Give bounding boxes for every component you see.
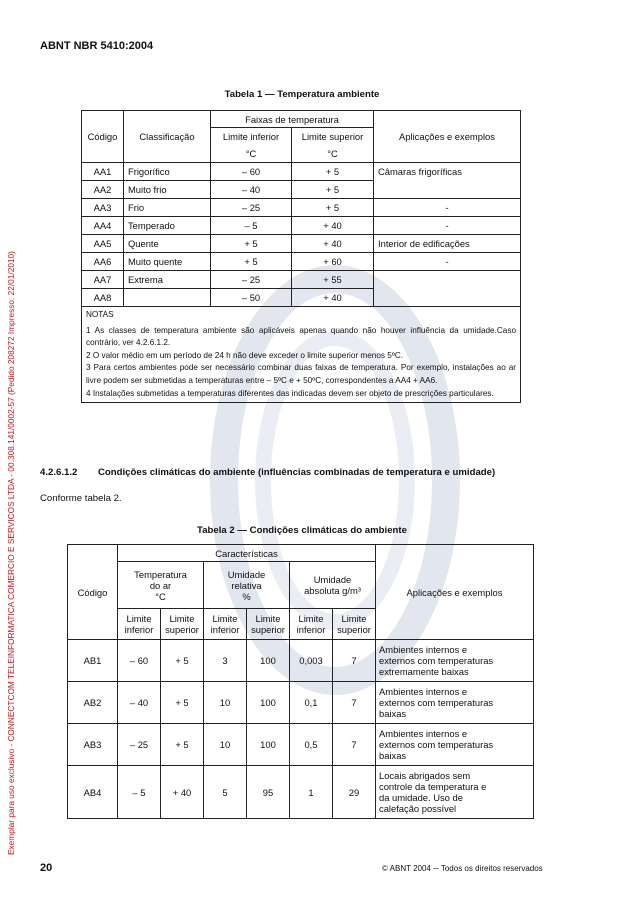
t2-header-limite-superior (161, 609, 204, 640)
t1-cell-codigo: AA4 (82, 217, 124, 235)
table1 (81, 110, 521, 403)
t2-header-limite-inferior (290, 609, 333, 640)
table1-caption: Tabela 1 — Temperatura ambiente (224, 89, 380, 100)
table-row (82, 199, 521, 217)
t1-header-limite-superior: Limite superior (292, 128, 374, 146)
t2-app-line: baixas (379, 708, 407, 719)
t2-cell-codigo: AB4 (68, 766, 118, 819)
t2-cell-ur-sup: 100 (247, 640, 290, 682)
t2-cell-codigo: AB1 (68, 640, 118, 682)
t1-cell-inf: – 40 (211, 181, 292, 199)
table-row (68, 640, 534, 682)
t2-header-umidade-absoluta (290, 562, 376, 609)
t2-cell-ur-inf: 5 (204, 766, 247, 819)
t2-cell-ur-sup: 95 (247, 766, 290, 819)
t1-cell-codigo: AA8 (82, 289, 124, 307)
t2-cell-t-inf: – 5 (118, 766, 161, 819)
table-row (82, 253, 521, 271)
t1-cell-sup: + 5 (292, 199, 374, 217)
t1-cell-codigo: AA2 (82, 181, 124, 199)
t1-cell-sup: + 40 (292, 289, 374, 307)
t1-cell-app: Interior de edificações (374, 235, 521, 253)
t1-cell-codigo: AA1 (82, 163, 124, 181)
t1-cell-codigo: AA7 (82, 271, 124, 289)
t2-cell-ua-sup: 7 (333, 682, 376, 724)
t2-inferior-word: inferior (210, 624, 240, 635)
t1-cell-inf: – 5 (211, 217, 292, 235)
t2-umr-line3: % (242, 590, 251, 602)
t1-cell-inf: + 5 (211, 235, 292, 253)
t1-header-aplicacoes: Aplicações e exemplos (374, 111, 521, 163)
t2-cell-ua-sup: 7 (333, 724, 376, 766)
table-row (82, 271, 521, 289)
t2-app-line: Ambientes internos e (379, 644, 468, 655)
table-row (68, 766, 534, 819)
t2-superior-word: superior (165, 624, 199, 635)
table-row (68, 724, 534, 766)
t1-cell-app: - (374, 217, 521, 235)
t2-inferior-word: inferior (296, 624, 326, 635)
t2-app-line: Ambientes internos e (379, 686, 468, 697)
t2-cell-ua-sup: 7 (333, 640, 376, 682)
t2-cell-ua-inf: 0,5 (290, 724, 333, 766)
t2-header-umidade-relativa (204, 562, 290, 609)
t2-cell-t-sup: + 5 (161, 682, 204, 724)
t1-cell-app-empty (374, 271, 521, 307)
note-4: 4 Instalações submetidas a temperaturas diferentes das indicadas devem ser objeto de prescrições particulares. (86, 388, 494, 398)
t1-cell-inf: – 50 (211, 289, 292, 307)
t1-cell-classificacao: Muito frio (124, 181, 211, 199)
table2 (67, 544, 534, 819)
section-heading (40, 467, 495, 478)
t1-cell-codigo: AA6 (82, 253, 124, 271)
t2-limite-word: Limite (169, 613, 195, 624)
t1-notes (82, 307, 521, 403)
t2-app-line: da umidade. Uso de (379, 792, 463, 803)
t2-superior-word: superior (337, 624, 371, 635)
t2-header-temperatura (118, 562, 204, 609)
t1-cell-codigo: AA5 (82, 235, 124, 253)
t2-cell-t-sup: + 5 (161, 724, 204, 766)
t1-cell-sup: + 55 (292, 271, 374, 289)
t2-cell-ua-inf: 1 (290, 766, 333, 819)
t2-temp-line2: do ar (149, 579, 172, 591)
t2-cell-app (376, 640, 534, 682)
t1-cell-classificacao (124, 289, 211, 307)
t2-cell-codigo: AB2 (68, 682, 118, 724)
t2-cell-t-sup: + 5 (161, 640, 204, 682)
t1-cell-inf: + 5 (211, 253, 292, 271)
t2-app-line: externos com temperaturas (379, 697, 494, 708)
t1-header-unit-inf: °C (211, 145, 292, 163)
t1-cell-app: Câmaras frigoríficas (374, 163, 521, 199)
t2-cell-codigo: AB3 (68, 724, 118, 766)
t2-cell-ua-inf: 0,003 (290, 640, 333, 682)
t2-cell-app (376, 766, 534, 819)
t2-cell-t-inf: – 60 (118, 640, 161, 682)
t2-app-line: extremamente baixas (379, 666, 469, 677)
t2-temp-line3: °C (155, 590, 166, 602)
t1-cell-classificacao: Extrema (124, 271, 211, 289)
t1-cell-classificacao: Quente (124, 235, 211, 253)
t2-header-limite-superior (333, 609, 376, 640)
note-2: 2 O valor médio em um período de 24 h não deve exceder o limite superior menos 5ºC. (86, 350, 404, 360)
document-header: ABNT NBR 5410:2004 (40, 40, 154, 52)
t2-header-limite-inferior (204, 609, 247, 640)
t2-app-line: controle da temperatura e (379, 781, 487, 792)
t2-cell-ua-inf: 0,1 (290, 682, 333, 724)
t2-cell-ua-sup: 29 (333, 766, 376, 819)
t2-app-line: externos com temperaturas (379, 655, 494, 666)
t1-header-classificacao: Classificação (124, 111, 211, 163)
copyright-notice: © ABNT 2004 ─ Todos os direitos reservados (382, 864, 543, 873)
t2-cell-ur-inf: 10 (204, 724, 247, 766)
t2-cell-ur-sup: 100 (247, 724, 290, 766)
table-row (82, 235, 521, 253)
t1-cell-sup: + 40 (292, 235, 374, 253)
t1-cell-sup: + 60 (292, 253, 374, 271)
t2-app-line: externos com temperaturas (379, 739, 494, 750)
t2-cell-app (376, 682, 534, 724)
t2-app-line: Ambientes internos e (379, 728, 468, 739)
t2-limite-word: Limite (298, 613, 324, 624)
t1-header-codigo: Código (82, 111, 124, 163)
t2-header-caracteristicas: Características (118, 545, 376, 562)
section-title: Condições climáticas do ambiente (influências combinadas de temperatura e umidade) (98, 467, 496, 478)
t1-header-limite-inferior: Limite inferior (211, 128, 292, 146)
t2-inferior-word: inferior (124, 624, 154, 635)
table-row (82, 163, 521, 181)
t2-header-codigo: Código (68, 545, 118, 640)
t1-cell-sup: + 40 (292, 217, 374, 235)
t2-cell-t-inf: – 25 (118, 724, 161, 766)
t2-superior-word: superior (251, 624, 285, 635)
t2-umr-line1: Umidade (227, 568, 266, 580)
section-number: 4.2.6.1.2 (40, 467, 78, 478)
t2-limite-word: Limite (212, 613, 238, 624)
t2-uma-line1: Umidade (313, 574, 352, 585)
t1-header-faixas: Faixas de temperatura (211, 111, 374, 128)
page-number: 20 (40, 862, 53, 874)
side-license-text: Exemplar para uso exclusivo - CONNECTCOM TELEINFORMATICA COMERCIO E SERVICOS LTDA - 00.308.141/0002-57 (Pedido 208272 Impresso: 22/01/2010) (6, 251, 16, 855)
t1-cell-classificacao: Frio (124, 199, 211, 217)
t2-header-limite-inferior (118, 609, 161, 640)
t1-cell-app: - (374, 199, 521, 217)
table-row (68, 682, 534, 724)
t1-cell-classificacao: Muito quente (124, 253, 211, 271)
t2-limite-word: Limite (126, 613, 152, 624)
t2-app-line: baixas (379, 750, 407, 761)
t2-temp-line1: Temperatura (134, 568, 187, 580)
t2-app-line: Locais abrigados sem (379, 770, 471, 781)
t1-cell-codigo: AA3 (82, 199, 124, 217)
t2-cell-t-inf: – 40 (118, 682, 161, 724)
t1-cell-sup: + 5 (292, 163, 374, 181)
notes-title: NOTAS (86, 310, 114, 319)
t2-cell-app (376, 724, 534, 766)
t1-cell-sup: + 5 (292, 181, 374, 199)
body-paragraph: Conforme tabela 2. (40, 493, 122, 504)
t2-limite-word: Limite (255, 613, 281, 624)
t2-cell-ur-inf: 10 (204, 682, 247, 724)
t1-cell-inf: – 60 (211, 163, 292, 181)
note-3: 3 Para certos ambientes pode ser necessário combinar duas faixas de temperatura. Por exemplo, instalações ao ar livre podem ser submetidas a temperaturas entre – 5ºC e + 50ºC, correspondentes a AA4 + AA6. (86, 363, 516, 385)
t2-app-line: calefação possível (379, 803, 457, 814)
table-row (82, 217, 521, 235)
t2-uma-line2: absoluta g/m³ (304, 585, 361, 596)
note-1: 1 As classes de temperatura ambiente são aplicáveis apenas quando não houver influência da umidade.Caso contrário, ver 4.2.6.1.2. (86, 325, 516, 348)
t1-cell-inf: – 25 (211, 271, 292, 289)
t2-cell-t-sup: + 40 (161, 766, 204, 819)
t1-cell-classificacao: Frigorífico (124, 163, 211, 181)
table2-caption: Tabela 2 — Condições climáticas do ambiente (197, 525, 407, 536)
t2-umr-line2: relativa (231, 579, 262, 591)
t2-limite-word: Limite (341, 613, 367, 624)
t2-cell-ur-sup: 100 (247, 682, 290, 724)
t1-cell-app: - (374, 253, 521, 271)
t1-header-unit-sup: °C (292, 145, 374, 163)
t2-header-limite-superior (247, 609, 290, 640)
t2-header-aplicacoes: Aplicações e exemplos (376, 545, 534, 640)
t1-cell-inf: – 25 (211, 199, 292, 217)
t2-cell-ur-inf: 3 (204, 640, 247, 682)
t1-cell-classificacao: Temperado (124, 217, 211, 235)
